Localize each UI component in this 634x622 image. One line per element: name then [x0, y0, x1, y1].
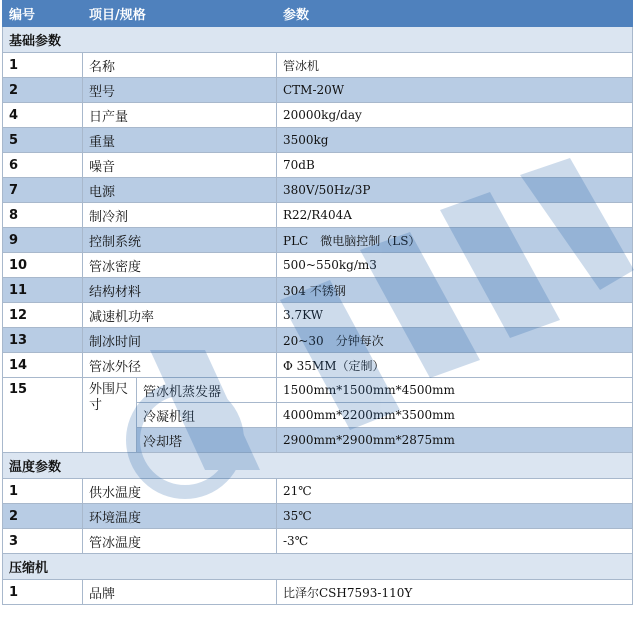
table-row [3, 203, 633, 228]
row-value: 20000kg/day [277, 103, 633, 128]
row-value: CTM-20W [277, 78, 633, 103]
row-no: 1 [3, 53, 83, 78]
row-value: 3.7KW [277, 303, 633, 328]
row-no: 2 [3, 78, 83, 103]
table-row [3, 580, 633, 605]
row-value: PLC 微电脑控制（LS） [277, 228, 633, 253]
row-item: 供水温度 [83, 479, 277, 504]
table-row [3, 78, 633, 103]
row-item: 电源 [83, 178, 277, 203]
row-item: 制冷剂 [83, 203, 277, 228]
table-row [3, 328, 633, 353]
section-row-compressor [3, 554, 633, 580]
row-no: 3 [3, 529, 83, 554]
row-subitem: 管冰机蒸发器 [137, 378, 277, 403]
row-no: 1 [3, 479, 83, 504]
row-value: 380V/50Hz/3P [277, 178, 633, 203]
row-value: 20~30 分钟每次 [277, 328, 633, 353]
row-value: 500~550kg/m3 [277, 253, 633, 278]
table-row [3, 178, 633, 203]
table-row [3, 128, 633, 153]
section-row-basic [3, 27, 633, 53]
header-no: 编号 [3, 1, 83, 27]
row-no: 9 [3, 228, 83, 253]
row-subitem: 冷却塔 [137, 428, 277, 453]
row-value: 2900mm*2900mm*2875mm [277, 428, 633, 453]
row-item: 外围尺寸 [83, 378, 137, 453]
row-value: 21℃ [277, 479, 633, 504]
table-row [3, 378, 633, 403]
row-item: 管冰密度 [83, 253, 277, 278]
table-row [3, 353, 633, 378]
row-item: 重量 [83, 128, 277, 153]
row-no: 5 [3, 128, 83, 153]
row-value: Φ 35MM（定制） [277, 353, 633, 378]
row-item: 制冰时间 [83, 328, 277, 353]
row-no: 12 [3, 303, 83, 328]
header-param: 参数 [277, 1, 633, 27]
section-row-temperature [3, 453, 633, 479]
table-row [3, 103, 633, 128]
row-item: 控制系统 [83, 228, 277, 253]
row-no: 10 [3, 253, 83, 278]
row-no: 11 [3, 278, 83, 303]
row-no: 15 [3, 378, 83, 453]
row-subitem: 冷凝机组 [137, 403, 277, 428]
table-row [3, 153, 633, 178]
row-no: 1 [3, 580, 83, 605]
row-no: 2 [3, 504, 83, 529]
row-value: 4000mm*2200mm*3500mm [277, 403, 633, 428]
section-title-basic: 基础参数 [3, 27, 633, 53]
row-item: 型号 [83, 78, 277, 103]
spec-table [2, 0, 633, 605]
row-item: 结构材料 [83, 278, 277, 303]
section-title-compressor: 压缩机 [3, 554, 633, 580]
row-no: 13 [3, 328, 83, 353]
table-row [3, 479, 633, 504]
table-row [3, 228, 633, 253]
row-item: 名称 [83, 53, 277, 78]
table-row [3, 504, 633, 529]
row-no: 6 [3, 153, 83, 178]
row-no: 7 [3, 178, 83, 203]
row-value: R22/R404A [277, 203, 633, 228]
table-row [3, 278, 633, 303]
row-item: 品牌 [83, 580, 277, 605]
row-value: 70dB [277, 153, 633, 178]
row-no: 4 [3, 103, 83, 128]
row-no: 8 [3, 203, 83, 228]
row-no: 14 [3, 353, 83, 378]
row-item: 管冰温度 [83, 529, 277, 554]
table-row [3, 53, 633, 78]
row-value: -3℃ [277, 529, 633, 554]
table-header-row [3, 1, 633, 27]
row-value: 3500kg [277, 128, 633, 153]
section-title-temperature: 温度参数 [3, 453, 633, 479]
row-value: 1500mm*1500mm*4500mm [277, 378, 633, 403]
header-item: 项目/规格 [83, 1, 277, 27]
row-item: 环境温度 [83, 504, 277, 529]
row-item: 噪音 [83, 153, 277, 178]
row-value: 304 不锈钢 [277, 278, 633, 303]
table-row [3, 529, 633, 554]
row-item: 管冰外径 [83, 353, 277, 378]
row-item: 日产量 [83, 103, 277, 128]
table-row [3, 253, 633, 278]
row-value: 比泽尔CSH7593-110Y [277, 580, 633, 605]
row-value: 35℃ [277, 504, 633, 529]
table-row [3, 303, 633, 328]
row-item: 减速机功率 [83, 303, 277, 328]
row-value: 管冰机 [277, 53, 633, 78]
